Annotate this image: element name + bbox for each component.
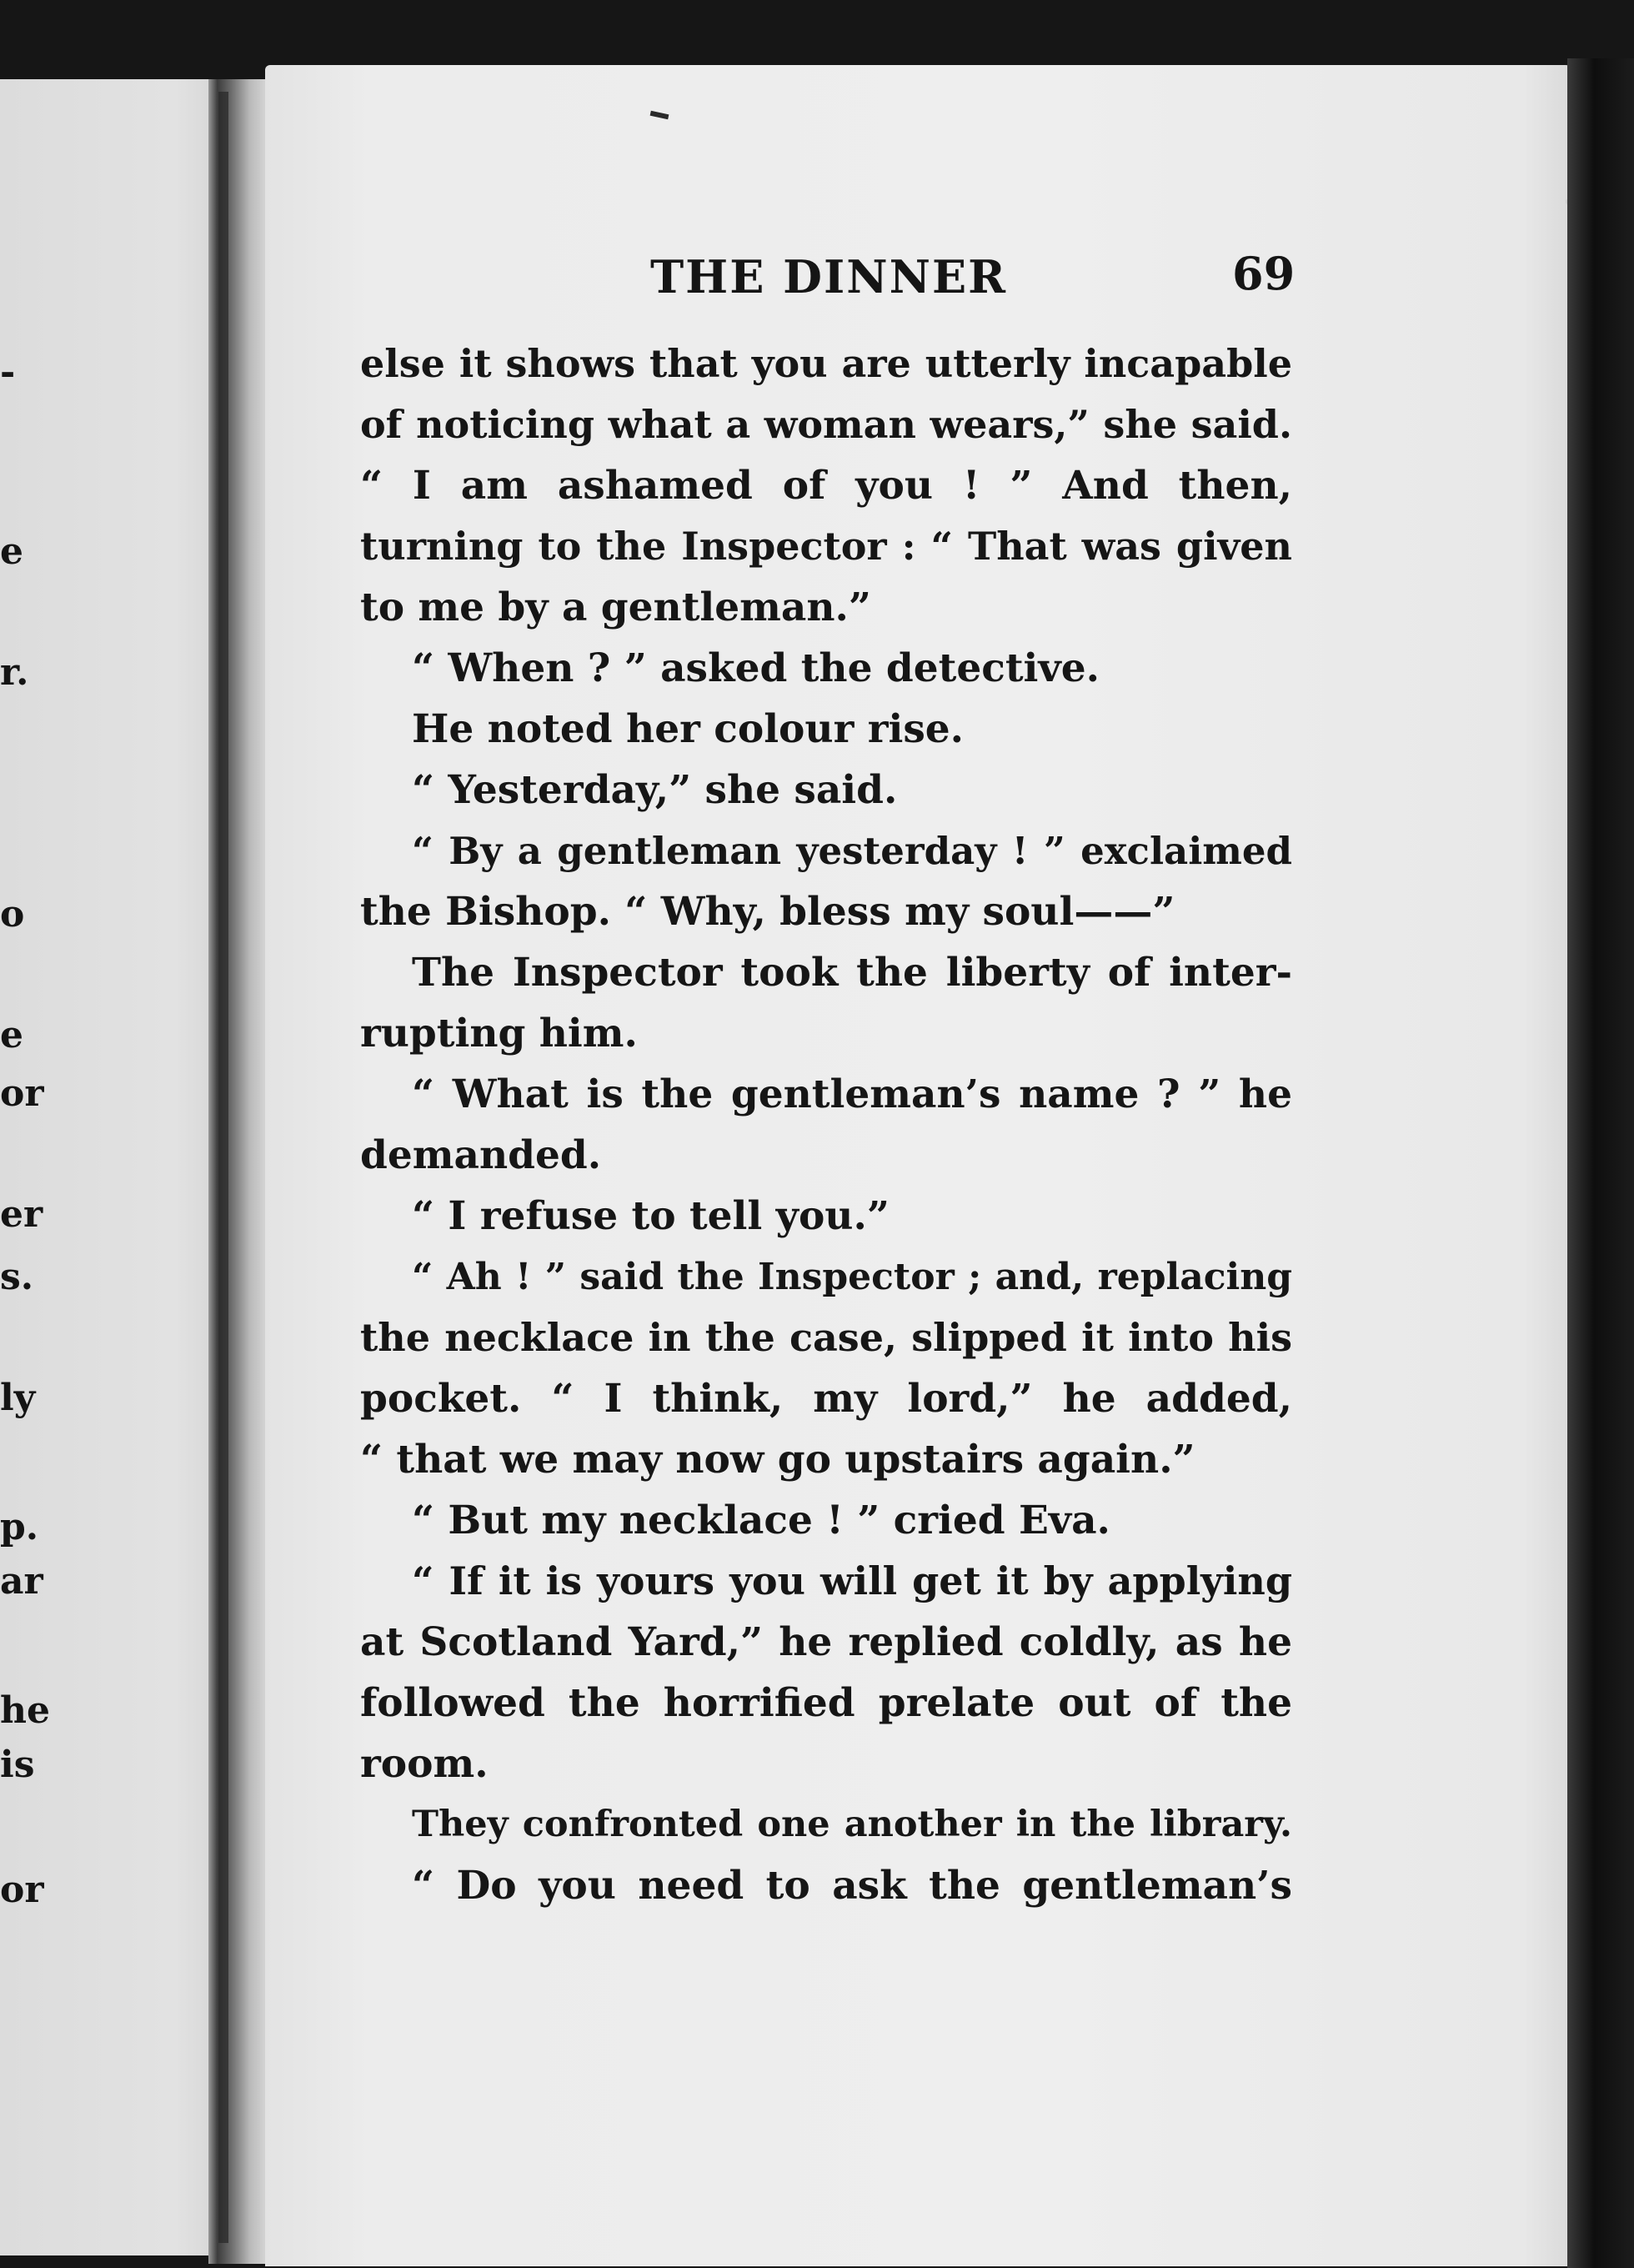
text-line: turning to the Inspector : “ That was given bbox=[360, 524, 1292, 569]
previous-page-fragment: or bbox=[0, 1072, 44, 1115]
previous-page-fragment: is bbox=[0, 1744, 35, 1786]
text-line: The Inspector took the liberty of inter- bbox=[412, 950, 1292, 996]
previous-page-fragment: e bbox=[0, 530, 23, 573]
previous-page-fragment: ar bbox=[0, 1560, 43, 1603]
body-text bbox=[360, 334, 1292, 1916]
text-line: They confronted one another in the library. bbox=[412, 1804, 1292, 1845]
text-line: the necklace in the case, slipped it into his bbox=[360, 1315, 1292, 1360]
text-line: “ What is the gentleman’s name ? ” he bbox=[412, 1071, 1292, 1117]
text-line: “ I am ashamed of you ! ” And then, bbox=[360, 463, 1292, 509]
text-line: else it shows that you are utterly incapable bbox=[360, 341, 1292, 386]
running-head: THE DINNER bbox=[650, 250, 1008, 304]
text-line: “ Ah ! ” said the Inspector ; and, replacing bbox=[412, 1256, 1292, 1298]
text-line: “ I refuse to tell you.” bbox=[412, 1193, 890, 1239]
text-line: to me by a gentleman.” bbox=[360, 585, 871, 630]
text-line: the Bishop. “ Why, bless my soul——” bbox=[360, 889, 1175, 935]
text-line: followed the horrified prelate out of the bbox=[360, 1680, 1292, 1726]
previous-page-fragment: er bbox=[0, 1193, 43, 1236]
text-line: rupting him. bbox=[360, 1011, 638, 1056]
text-line: “ that we may now go upstairs again.” bbox=[360, 1437, 1195, 1483]
text-line: “ But my necklace ! ” cried Eva. bbox=[412, 1498, 1110, 1543]
text-line: “ Yesterday,” she said. bbox=[412, 767, 898, 813]
text-line: demanded. bbox=[360, 1132, 602, 1178]
text-line: “ If it is yours you will get it by applying bbox=[412, 1558, 1292, 1603]
previous-page-fragment: r. bbox=[0, 651, 29, 694]
previous-page-fragment: ly bbox=[0, 1377, 36, 1419]
previous-page-fragment: o bbox=[0, 893, 25, 936]
page-edge-shadow bbox=[1567, 58, 1634, 2268]
text-line: of noticing what a woman wears,” she said. bbox=[360, 402, 1292, 447]
page-number: 69 bbox=[1232, 247, 1296, 300]
previous-page-fragment: he bbox=[0, 1689, 50, 1732]
text-line: “ By a gentleman yesterday ! ” exclaimed bbox=[412, 829, 1292, 873]
previous-page-fragment: e bbox=[0, 1014, 23, 1056]
previous-page-fragment: or bbox=[0, 1869, 44, 1911]
text-line: He noted her colour rise. bbox=[412, 706, 965, 752]
text-line: at Scotland Yard,” he replied coldly, as he bbox=[360, 1619, 1292, 1665]
previous-page-fragment: p. bbox=[0, 1506, 39, 1548]
text-line: room. bbox=[360, 1741, 489, 1787]
previous-page-fragment: - bbox=[0, 351, 16, 394]
text-line: “ When ? ” asked the detective. bbox=[412, 645, 1100, 691]
gutter-shadow bbox=[218, 92, 228, 2243]
text-line: “ Do you need to ask the gentleman’s bbox=[412, 1863, 1292, 1909]
previous-page-fragment: s. bbox=[0, 1256, 34, 1298]
text-line: pocket. “ I think, my lord,” he added, bbox=[360, 1376, 1292, 1422]
